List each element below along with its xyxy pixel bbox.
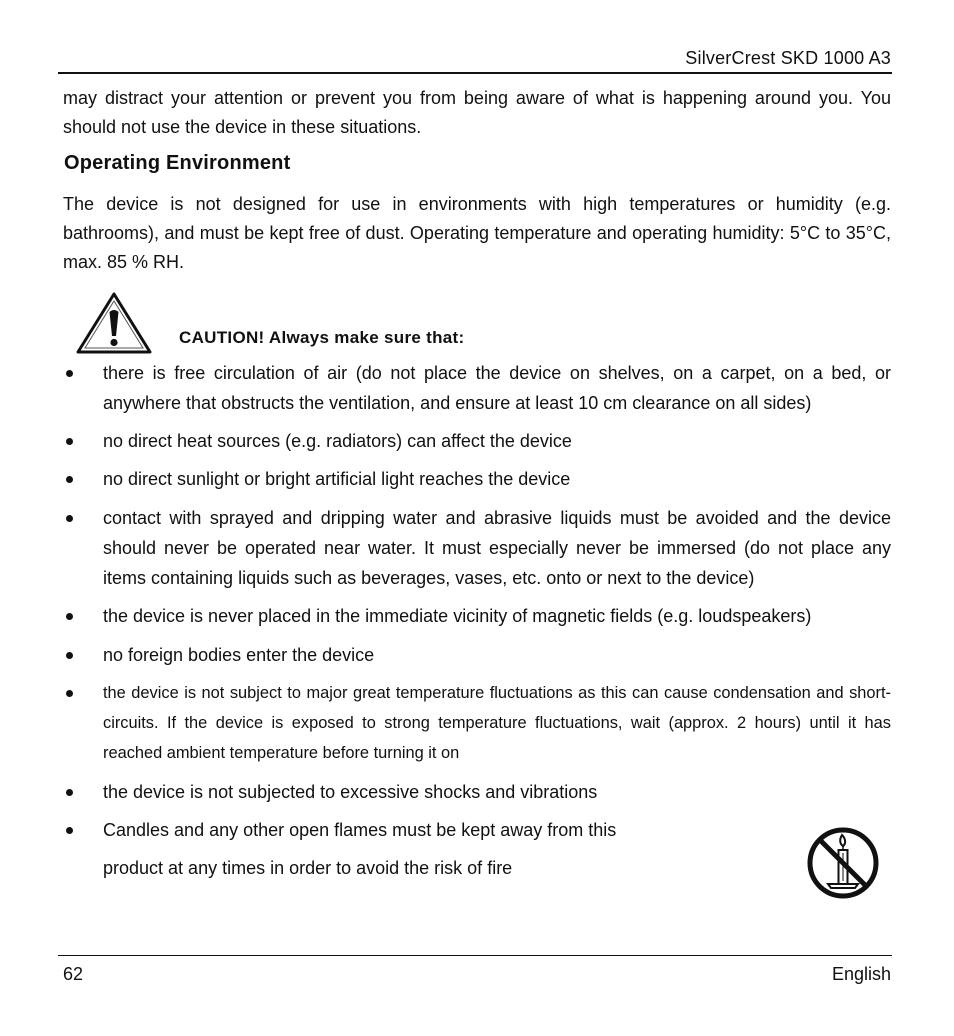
list-item bbox=[63, 815, 891, 845]
footer-language: English bbox=[831, 964, 891, 984]
no-open-flame-icon bbox=[806, 826, 880, 900]
bullet-dot bbox=[66, 652, 73, 659]
section-heading: Operating Environment bbox=[64, 152, 291, 174]
section-body: The device is not designed for use in environments with high temperatures or humidity (e.g. bathrooms), and must be kept free of dust. Operating temperature and operating humidity: 5°C to 35°C, max. 85 % RH. bbox=[63, 194, 891, 272]
bullet-dot bbox=[66, 690, 73, 697]
bullet-dot bbox=[66, 515, 73, 522]
list-item bbox=[63, 358, 891, 418]
list-item bbox=[63, 426, 891, 456]
page-number: 62 bbox=[63, 964, 84, 984]
list-item-text: no foreign bodies enter the device bbox=[103, 645, 375, 665]
list-item-continuation bbox=[63, 853, 891, 883]
list-item bbox=[63, 777, 891, 807]
footer-rule bbox=[58, 955, 892, 956]
caution-title: CAUTION! Always make sure that: bbox=[179, 328, 465, 347]
list-item-text: the device is not subjected to excessive shocks and vibrations bbox=[103, 782, 598, 802]
bullet-dot bbox=[66, 789, 73, 796]
bullet-dot bbox=[66, 613, 73, 620]
list-item-text: contact with sprayed and dripping water and abrasive liquids must be avoided and the device should never be operated near water. It must especially never be immersed (do not place any items containing liquids such as beverages, vases, etc. onto or next to the device) bbox=[103, 508, 891, 588]
list-item bbox=[63, 678, 891, 768]
list-item-text: Candles and any other open flames must be kept away from this bbox=[103, 820, 617, 840]
list-item bbox=[63, 464, 891, 494]
bullet-dot bbox=[66, 370, 73, 377]
list-item bbox=[63, 601, 891, 631]
header-title: SilverCrest SKD 1000 A3 bbox=[685, 48, 891, 68]
intro-paragraph: may distract your attention or prevent you from being aware of what is happening around you. You should not use the device in these situations. bbox=[63, 88, 891, 137]
list-item bbox=[63, 640, 891, 670]
list-item-text: no direct heat sources (e.g. radiators) can affect the device bbox=[103, 431, 572, 451]
bullet-dot bbox=[66, 827, 73, 834]
bullet-dot bbox=[66, 438, 73, 445]
list-item-text: the device is never placed in the immediate vicinity of magnetic fields (e.g. loudspeakers) bbox=[103, 606, 812, 626]
list-item-text: product at any times in order to avoid the risk of fire bbox=[103, 858, 513, 878]
bullet-dot bbox=[66, 476, 73, 483]
list-item-text: there is free circulation of air (do not place the device on shelves, on a carpet, on a bed, or anywhere that obstructs the ventilation, and ensure at least 10 cm clearance on all sides) bbox=[103, 363, 891, 413]
list-item-text: no direct sunlight or bright artificial light reaches the device bbox=[103, 469, 571, 489]
header-rule bbox=[58, 72, 892, 74]
list-item bbox=[63, 503, 891, 593]
list-item-text: the device is not subject to major great temperature fluctuations as this can cause condensation and short-circuits. If the device is exposed to strong temperature fluctuations, wait (approx. 2 hours) until it has reached ambient temperature before turning it on bbox=[103, 684, 891, 762]
warning-triangle-icon bbox=[76, 292, 152, 354]
